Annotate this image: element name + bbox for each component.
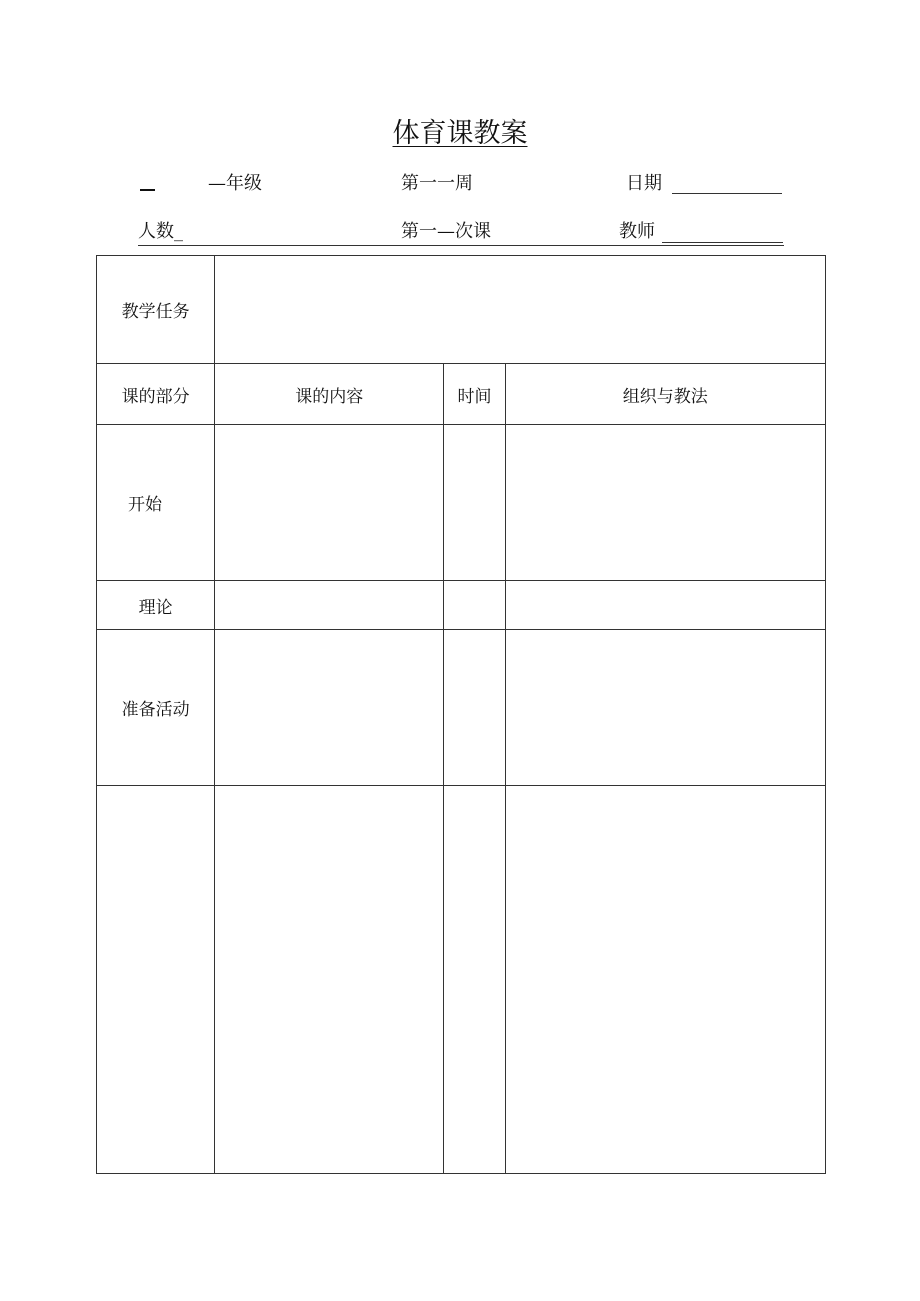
week-label: 第一一周 — [401, 173, 473, 194]
class-blank — [140, 189, 155, 191]
time-header: 时间 — [444, 364, 505, 425]
part-header: 课的部分 — [97, 364, 215, 425]
lesson-plan-table — [96, 255, 826, 1174]
start-label: 开始 — [128, 495, 162, 515]
main-label-cell — [97, 786, 215, 1174]
task-label: 教学任务 — [121, 302, 190, 322]
theory-content-cell[interactable] — [215, 581, 444, 630]
task-row — [97, 256, 826, 364]
theory-label: 理论 — [138, 597, 173, 618]
start-time-cell[interactable] — [444, 425, 505, 581]
task-content-cell[interactable] — [215, 256, 826, 364]
theory-label-cell — [97, 581, 215, 630]
theory-row — [97, 581, 826, 630]
task-label-cell — [97, 256, 215, 364]
prep-row — [97, 630, 826, 786]
title-text: 体育课教案 — [392, 118, 528, 149]
header-row — [97, 364, 826, 425]
teacher-blank — [662, 242, 783, 243]
date-blank — [672, 193, 782, 194]
start-row — [97, 425, 826, 581]
header-underline — [138, 245, 784, 246]
start-label-cell — [97, 425, 215, 581]
prep-time-cell[interactable] — [444, 630, 505, 786]
main-time-cell[interactable] — [444, 786, 505, 1174]
page-title — [0, 116, 920, 152]
theory-method-cell[interactable] — [505, 581, 825, 630]
theory-time-cell[interactable] — [444, 581, 505, 630]
content-header: 课的内容 — [215, 364, 444, 425]
grade-label: —年级 — [208, 173, 262, 194]
start-content-cell[interactable] — [215, 425, 444, 581]
main-content-cell[interactable] — [215, 786, 444, 1174]
prep-label: 准备活动 — [121, 700, 190, 720]
lesson-number-label: 第一—次课 — [401, 221, 491, 242]
student-count-label: 人数_ — [138, 221, 183, 242]
start-method-cell[interactable] — [505, 425, 825, 581]
main-row — [97, 786, 826, 1174]
prep-label-cell — [97, 630, 215, 786]
main-method-cell[interactable] — [505, 786, 825, 1174]
prep-method-cell[interactable] — [505, 630, 825, 786]
prep-content-cell[interactable] — [215, 630, 444, 786]
teacher-label: 教师 — [619, 221, 655, 242]
date-label: 日期 — [626, 173, 662, 194]
method-header: 组织与教法 — [505, 364, 825, 425]
